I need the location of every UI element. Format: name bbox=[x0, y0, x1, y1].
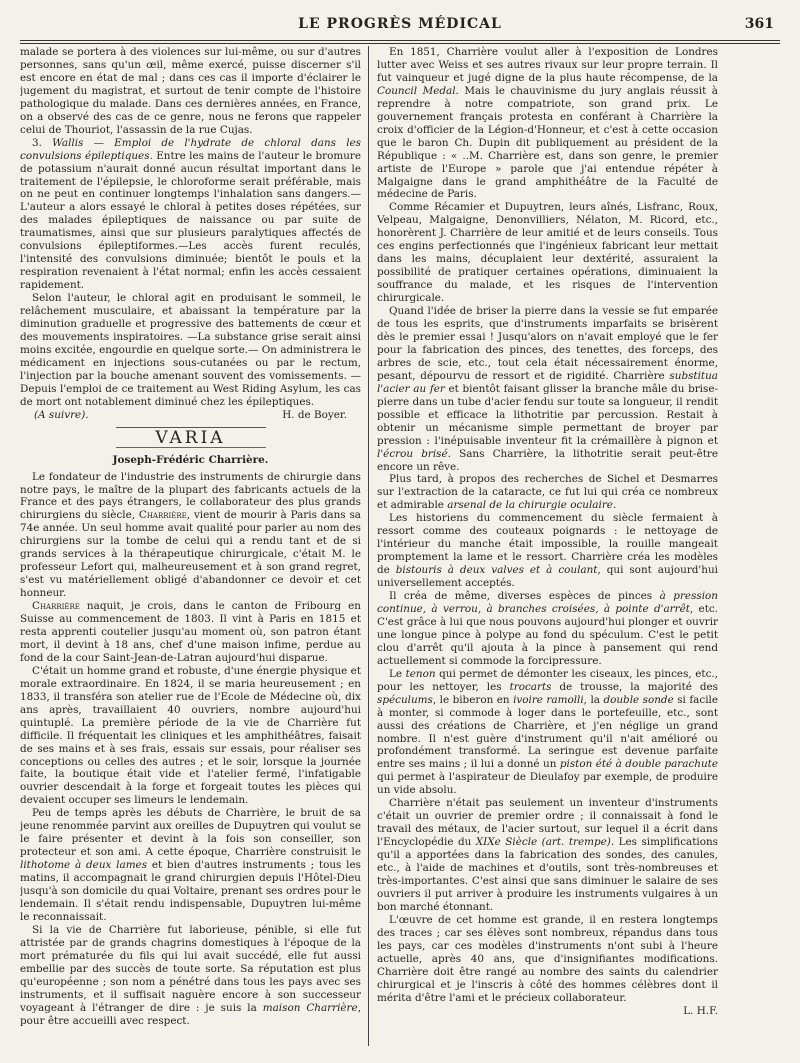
journal-title: LE PROGRÈS MÉDICAL bbox=[298, 16, 502, 32]
author-signature: L. H.F. bbox=[683, 1004, 718, 1017]
right-column bbox=[377, 46, 718, 1050]
paragraph: Comme Récamier et Dupuytren, leurs aînés, Lisfranc, Roux, Velpeau, Malgaigne, Denonvilliers, Nélaton, M. Ricord, etc., honorèrent J. Charrière de leur amitié et de leurs conseils. Tous ces engins perfectionnés que l'ingénieux fabricant leur mettait dans les mains, décuplaient leur dextérité, assuraient la possibilité de pratiquer certaines opérations, diminuaient la souffrance du malade, et les risques de l'intervention chirurgicale. bbox=[377, 201, 718, 305]
paragraph: C'était un homme grand et robuste, d'une énergie physique et morale extraordinaire. En 1824, il se maria heureusement ; en 1833, il transféra son atelier rue de l'Ecole de Médecine où, dix ans après, travaillaient 40 ouvriers, nombre aujourd'hui quintuplé. La première période de la vie de Charrière fut difficile. Il fréquentait les cliniques et les amphithéâtres, faisait de ses mains et à ses frais, essais sur essais, pour réaliser ses conceptions ou celles des autres ; et le soir, lorsque la journée faite, la boutique était vide et l'atelier fermé, l'infatigable ouvrier descendait à la forge et forgeait toutes les pièces qui devaient occuper ses limeurs le lendemain. bbox=[20, 664, 361, 807]
section-heading: VARIA bbox=[155, 427, 226, 448]
column-divider bbox=[368, 46, 369, 1046]
author-name: Wallis bbox=[52, 136, 84, 149]
left-column bbox=[20, 46, 361, 1050]
paragraph: Quand l'idée de briser la pierre dans la vessie se fut emparée de tous les esprits, que d'instruments imparfaits se brisèrent dès le premier essai ! Jusqu'alors on n'avait employé que le fer pour la fabrication des pinces, des tenettes, des forceps, des arbres de scie, etc., tout cela était nécessairement énorme, pesant, dépourvu de ressort et de rigidité. Charrière substitua l'acier au fer et bientôt faisant glisser la branche mâle du brise-pierre dans un tube d'acier fendu sur toute sa longueur, il rendit possible et efficace la lithotritie par percussion. Restait à obtenir un mécanisme simple permettant de broyer par pression : l'inépuisable inventeur fit la crémaillère à pignon et l'écrou brisé. Sans Charrière, la lithotritie serait peut-être encore un rêve. bbox=[377, 305, 718, 473]
signature-line bbox=[20, 409, 361, 422]
paragraph: L'œuvre de cet homme est grande, il en restera longtemps des traces ; car ses élèves sont nombreux, répandus dans tous les pays, car ces modèles d'instruments n'ont subi à l'heure actuelle, après 40 ans, que d'insignifiantes modifications. Charrière doit être rangé au nombre des saints du calendrier chirurgical et je l'inscris à côté des hommes célèbres dont il mérita d'être l'ami et le précieux collaborateur. bbox=[377, 913, 718, 1004]
header-rule bbox=[20, 40, 780, 44]
paragraph: Selon l'auteur, le chloral agit en produisant le sommeil, le relâchement musculaire, et abaissant la température par la diminution graduelle et progressive des battements de cœur et des mouvements inspiratoires. —La substance grise serait ainsi moins excitée, engourdie en quelque sorte.— On administrera le médicament en injections sous-cutanées ou par le rectum, l'injection par la bouche amenant souvent des vomissements. — Depuis l'emploi de ce traitement au West Riding Asylum, les cas de mort ont notablement diminué chez les épileptiques. bbox=[20, 292, 361, 408]
page-header bbox=[20, 16, 780, 40]
article-title: — Emploi de l'hydrate de chloral dans les convulsions épileptiques. bbox=[20, 136, 361, 162]
paragraph: Peu de temps après les débuts de Charrière, le bruit de sa jeune renommée parvint aux oreilles de Dupuytren qui voulut se le faire présenter et devint à la fois son conseiller, son protecteur et son ami. A cette époque, Charrière construisit le lithotome à deux lames et bien d'autres instruments ; tous les matins, il accompagnait le grand chirurgien depuis l'Hôtel-Dieu jusqu'à son domicile du quai Voltaire, prenant ses ordres pour le lendemain. Il s'était rendu indispensable, Dupuytren lui-même le reconnaissait. bbox=[20, 807, 361, 923]
author-signature: H. de Boyer. bbox=[282, 408, 347, 421]
paragraph-wallis: 3. Wallis — Emploi de l'hydrate de chloral dans les convulsions épileptiques. Entre les mains de l'auteur le bromure de potassium n'aurait donné aucun résultat important dans le traitement de l'épilepsie, le chloroforme serait préférable, mais on ne peut en continuer longtemps l'inhalation sans dangers.— L'auteur a alors essayé le chloral à petites doses répétées, sur des malades épileptiques de naissance ou par suite de traumatismes, ainsi que sur plusieurs paralytiques affectés de convulsions épileptiformes.—Les accès furent reculés, l'intensité des convulsions diminuée; bientôt le pouls et la respiration revenaient à l'état normal; enfin les accès cessaient rapidement. bbox=[20, 136, 361, 292]
paragraph: Il créa de même, diverses espèces de pinces à pression continue, à verrou, à branches croisées, à pointe d'arrêt, etc. C'est grâce à lui que nous pouvons aujourd'hui plonger et ouvrir une longue pince à polype au fond du spéculum. C'est le petit clou d'arrêt qu'il ajouta à la pince à pansement qui rend actuellement si commode la forcipressure. bbox=[377, 590, 718, 667]
paragraph: Le fondateur de l'industrie des instruments de chirurgie dans notre pays, le maître de la plupart des fabricants actuels de la France et des pays étrangers, le collaborateur des plus grands chirurgiens du siècle, Charrière, vient de mourir à Paris dans sa 74e année. Un seul homme avait qualité pour parler au nom des chirurgiens sur la tombe de celui qui a rendu tant et de si grands services à la thérapeutique chirurgicale, c'était M. le professeur Lefort qui, malheureusement et à son grand regret, s'est vu matériellement obligé d'abandonner ce devoir et cet honneur. bbox=[20, 470, 361, 600]
article-subtitle: Joseph-Frédéric Charrière. bbox=[112, 453, 269, 466]
paragraph: Les historiens du commencement du siècle fermaient à ressort comme des couteaux poignards : le nettoyage de l'intérieur du manche était impossible, la rouille mangeait promptement la lame et le ressort. Charrière créa les modèles de bistouris à deux valves et à coulant, qui sont aujourd'hui universellement acceptés. bbox=[377, 512, 718, 590]
paragraph: Charrière naquit, je crois, dans le canton de Fribourg en Suisse au commencement de 1803. Il vint à Paris en 1815 et resta apprenti coutelier jusqu'au moment où, son patron étant mort, il devint à 18 ans, chef d'une maison infime, perdue au fond de la cour Saint-Jean-de-Latran aujourd'hui disparue. bbox=[20, 600, 361, 664]
paragraph: Le tenon qui permet de démonter les ciseaux, les pinces, etc., pour les nettoyer, les trocarts de trousse, la majorité des spéculums, le biberon en ivoire ramolli, la double sonde si facile à monter, si commode à loger dans le portefeuille, etc., sont aussi des créations de Charrière, et j'en néglige un grand nombre. Il n'est guère d'instrument qu'il n'ait amélioré ou profondément transformé. La seringue est devenue parfaite entre ses mains ; il lui a donné un piston été à double parachute qui permet à l'aspirateur de Dieulafoy par exemple, de produire un vide absolu. bbox=[377, 667, 718, 797]
paragraph: Charrière n'était pas seulement un inventeur d'instruments c'était un ouvrier de premier ordre ; il connaissait à fond le travail des métaux, de l'acier surtout, sur lequel il a écrit dans l'Encyclopédie du XIXe Siècle (art. trempe). Les simplifications qu'il a apportées dans la fabrication des sondes, des canules, etc., à l'aide de machines et d'outils, sont très-nombreuses et très-importantes. C'est ainsi que sans diminuer le salaire de ses ouvriers il put arriver à produire les instruments vulgaires à un bon marché étonnant. bbox=[377, 797, 718, 913]
to-be-continued: (A suivre). bbox=[34, 408, 89, 421]
paragraph: En 1851, Charrière voulut aller à l'exposition de Londres lutter avec Weiss et ses autres rivaux sur leur propre terrain. Il fut vainqueur et jugé digne de la plus haute récompense, de la Council Medal. Mais le chauvinisme du jury anglais réussit à reprendre à notre compatriote, son grand prix. Le gouvernement français protesta en conférant à Charrière la croix d'officier de la Légion-d'Honneur, et c'est à cette occasion que le baron Ch. Dupin dit publiquement au président de la République : « ..M. Charrière est, dans son genre, le premier artiste de l'Europe » parole que j'ai entendue répéter à Malgaigne dans le grand amphithéâtre de la Faculté de médecine de Paris. bbox=[377, 46, 718, 201]
paragraph: malade se portera à des violences sur lui-même, ou sur d'autres personnes, sans qu'un œil, même exercé, puisse discerner s'il est encore en état de mal ; dans ces cas il importe d'éclairer le jugement du magistrat, et surtout de tenir compte de l'histoire pathologique du malade. Dans ces dernières années, en France, on a observé des cas de ce genre, nous ne ferons que rappeler celui de Thouriot, l'assassin de la rue Cujas. bbox=[20, 46, 361, 136]
paragraph: Si la vie de Charrière fut laborieuse, pénible, si elle fut attristée par de grands chagrins domestiques à l'époque de la mort prématurée du fils qui lui avait succédé, elle fut aussi embellie par des succès de toute sorte. Sa réputation est plus qu'européenne ; son nom a pénétré dans tous les pays avec ses instruments, et il suffisait naguère encore à son successeur voyageant à l'étranger de dire : je suis la maison Charrière, pour être accueilli avec respect. bbox=[20, 923, 361, 1027]
page-number: 361 bbox=[744, 16, 774, 32]
paragraph: Plus tard, à propos des recherches de Sichel et Desmarres sur l'extraction de la cataracte, ce fut lui qui créa ce nombreux et admirable arsenal de la chirurgie oculaire. bbox=[377, 473, 718, 512]
